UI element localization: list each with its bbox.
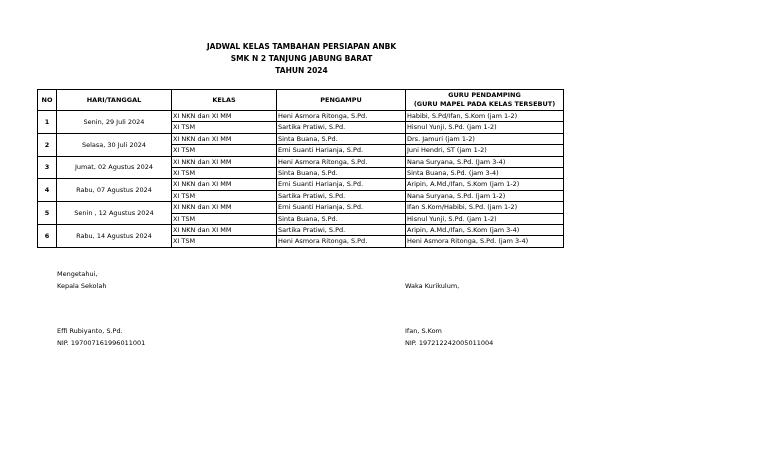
schedule-table — [37, 89, 564, 248]
sig-left-line-2: Kepala Sekolah — [57, 282, 107, 290]
cell-no: 1 — [38, 111, 57, 134]
cell-guru-pendamping: Nana Suryana, S.Pd. (Jam 3-4) — [406, 156, 564, 167]
cell-guru-pendamping: Heni Asmora Ritonga, S.Pd. (jam 3-4) — [406, 236, 564, 247]
table-row — [38, 111, 564, 122]
cell-pengampu: Erni Suanti Harianja, S.Pd. — [277, 179, 406, 190]
cell-pengampu: Heni Asmora Ritonga, S.Pd. — [277, 236, 406, 247]
title-line-1: JADWAL KELAS TAMBAHAN PERSIAPAN ANBK — [206, 42, 397, 51]
table-body — [38, 111, 564, 248]
cell-guru-pendamping: Hisnul Yunji, S.Pd. (jam 1-2) — [406, 213, 564, 224]
cell-kelas: XI TSM — [172, 122, 277, 133]
cell-hari-tanggal: Rabu, 07 Agustus 2024 — [57, 179, 172, 202]
cell-kelas: XI TSM — [172, 145, 277, 156]
cell-kelas: XI NKN dan XI MM — [172, 156, 277, 167]
col-header-hari: HARI/TANGGAL — [57, 90, 172, 111]
sig-right-name: Ifan, S.Kom — [405, 327, 442, 335]
col-header-guru-line-1: GURU PENDAMPING — [448, 91, 521, 99]
cell-kelas: XI NKN dan XI MM — [172, 225, 277, 236]
cell-hari-tanggal: Senin, 29 Juli 2024 — [57, 111, 172, 134]
cell-kelas: XI NKN dan XI MM — [172, 202, 277, 213]
signature-right — [405, 280, 459, 292]
cell-kelas: XI NKN dan XI MM — [172, 111, 277, 122]
cell-guru-pendamping: Aripin, A.Md./Ifan, S.Kom (jam 1-2) — [406, 179, 564, 190]
sig-left-nip: NIP. 197007161996011001 — [57, 339, 146, 347]
sig-left-line-1: Mengetahui, — [57, 270, 98, 278]
cell-hari-tanggal: Jumat, 02 Agustus 2024 — [57, 156, 172, 179]
cell-no: 5 — [38, 202, 57, 225]
col-header-pengampu: PENGAMPU — [277, 90, 406, 111]
col-header-kelas: KELAS — [172, 90, 277, 111]
table-row — [38, 225, 564, 236]
sig-right-nip: NIP. 197212242005011004 — [405, 339, 494, 347]
sig-right-line-1: Waka Kurikulum, — [405, 282, 460, 290]
cell-kelas: XI TSM — [172, 236, 277, 247]
cell-kelas: XI TSM — [172, 168, 277, 179]
cell-guru-pendamping: Drs. Jamuri (jam 1-2) — [406, 133, 564, 144]
table-row — [38, 133, 564, 144]
cell-guru-pendamping: Sinta Buana, S.Pd. (jam 3-4) — [406, 168, 564, 179]
cell-guru-pendamping: Aripin, A.Md./Ifan, S.Kom (jam 3-4) — [406, 225, 564, 236]
cell-no: 6 — [38, 225, 57, 248]
cell-pengampu: Heni Asmora Ritonga, S.Pd. — [277, 156, 406, 167]
cell-hari-tanggal: Rabu, 14 Agustus 2024 — [57, 225, 172, 248]
cell-hari-tanggal: Selasa, 30 Juli 2024 — [57, 133, 172, 156]
cell-kelas: XI NKN dan XI MM — [172, 179, 277, 190]
col-header-guru-line-2: (GURU MAPEL PADA KELAS TERSEBUT) — [413, 100, 556, 108]
cell-pengampu: Erni Suanti Harianja, S.Pd. — [277, 202, 406, 213]
signature-left — [57, 268, 106, 292]
cell-pengampu: Sinta Buana, S.Pd. — [277, 213, 406, 224]
document-title — [40, 41, 563, 77]
cell-pengampu: Sinta Buana, S.Pd. — [277, 133, 406, 144]
cell-no: 2 — [38, 133, 57, 156]
sig-left-name: Effi Rubiyanto, S.Pd. — [57, 327, 123, 335]
title-line-3: TAHUN 2024 — [275, 66, 328, 75]
cell-kelas: XI NKN dan XI MM — [172, 133, 277, 144]
col-header-no: NO — [38, 90, 57, 111]
signature-right-name-block — [405, 325, 493, 349]
table-header-row — [38, 90, 564, 111]
cell-guru-pendamping: Hisnul Yunji, S.Pd. (jam 1-2) — [406, 122, 564, 133]
cell-kelas: XI TSM — [172, 190, 277, 201]
cell-no: 4 — [38, 179, 57, 202]
cell-guru-pendamping: Nana Suryana, S.Pd. (jam 1-2) — [406, 190, 564, 201]
cell-pengampu: Sinta Buana, S.Pd. — [277, 168, 406, 179]
cell-pengampu: Sartika Pratiwi, S.Pd. — [277, 225, 406, 236]
cell-no: 3 — [38, 156, 57, 179]
cell-guru-pendamping: Habibi, S.Pd/Ifan, S.Kom (jam 1-2) — [406, 111, 564, 122]
signature-left-name-block — [57, 325, 145, 349]
cell-pengampu: Heni Asmora Ritonga, S.Pd. — [277, 111, 406, 122]
cell-kelas: XI TSM — [172, 213, 277, 224]
cell-pengampu: Sartika Pratiwi, S.Pd. — [277, 122, 406, 133]
cell-pengampu: Sartika Pratiwi, S.Pd. — [277, 190, 406, 201]
cell-guru-pendamping: Juni Hendri, ST (jam 1-2) — [406, 145, 564, 156]
table-row — [38, 179, 564, 190]
cell-hari-tanggal: Senin , 12 Agustus 2024 — [57, 202, 172, 225]
table-row — [38, 202, 564, 213]
cell-pengampu: Erni Suanti Harianja, S.Pd. — [277, 145, 406, 156]
title-line-2: SMK N 2 TANJUNG JABUNG BARAT — [230, 54, 373, 63]
col-header-guru-pendamping — [406, 90, 564, 111]
cell-guru-pendamping: Ifan S.Kom/Habibi, S.Pd. (jam 1-2) — [406, 202, 564, 213]
table-row — [38, 156, 564, 167]
